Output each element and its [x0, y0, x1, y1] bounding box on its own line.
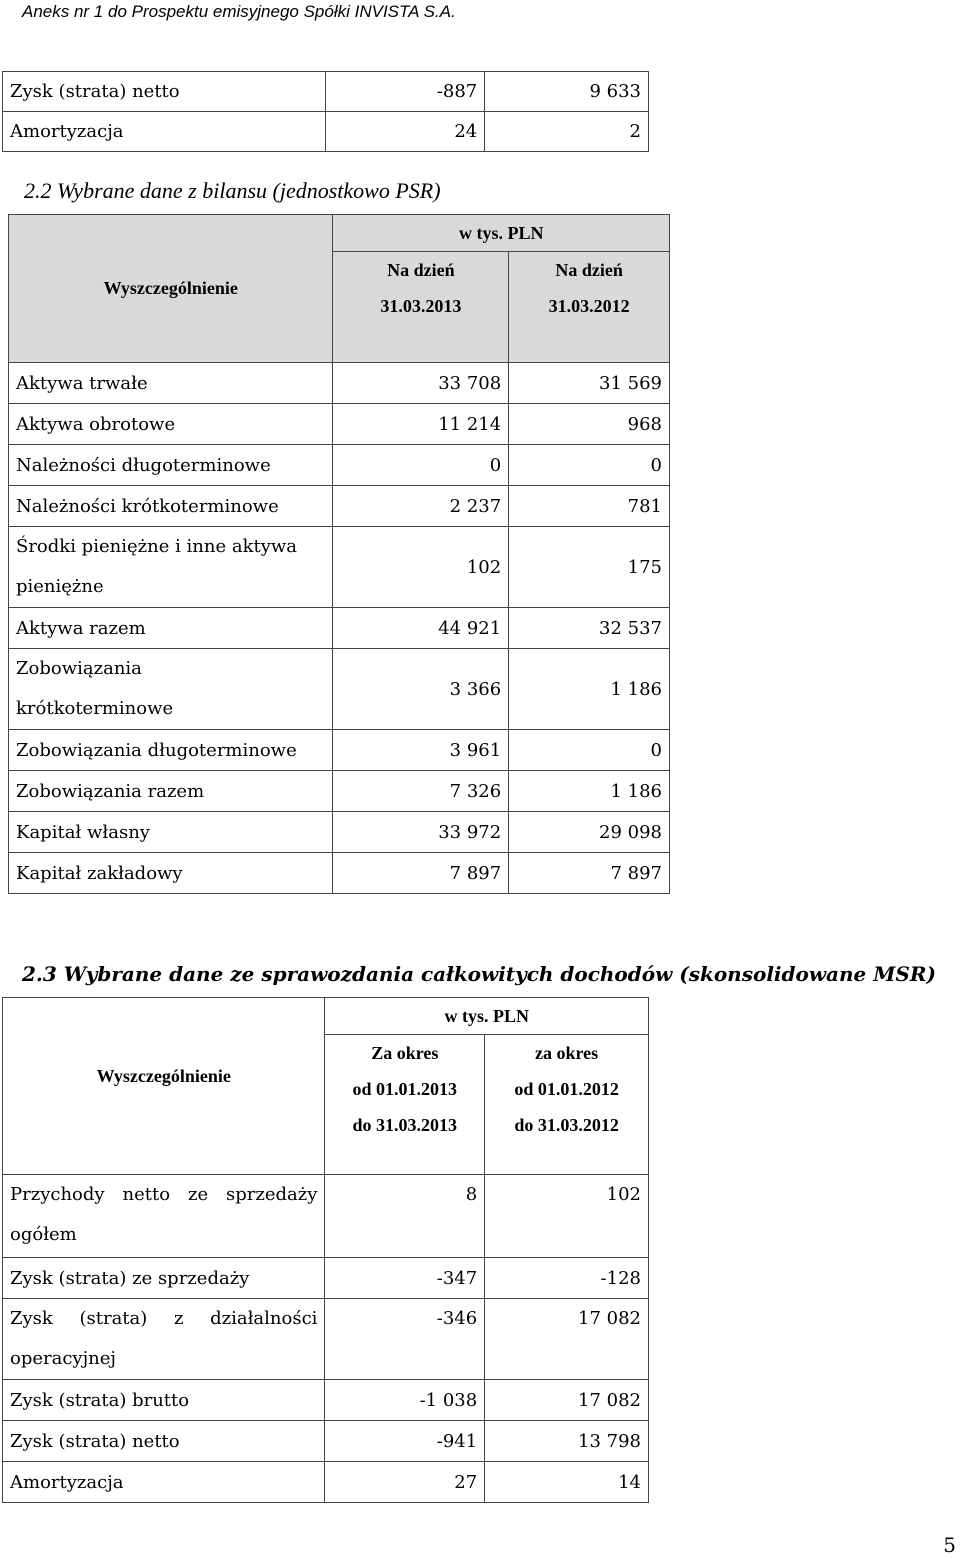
table-row [3, 112, 649, 152]
table-row [9, 445, 670, 486]
header-line: 31.03.2012 [548, 296, 630, 316]
row-label-line: Środki pieniężne i inne aktywa [16, 536, 298, 557]
header-line: do 31.03.2013 [352, 1115, 458, 1135]
table-row [9, 486, 670, 527]
row-label: Należności krótkoterminowe [9, 486, 333, 527]
row-value-2012: 175 [509, 527, 670, 608]
row-value-2012: 1 186 [509, 771, 670, 812]
balance-sheet-table [8, 214, 670, 894]
row-label-line: ogółem [10, 1224, 77, 1245]
column-header-description: Wyszczególnienie [3, 998, 325, 1175]
row-label-line: Zobowiązania [16, 658, 142, 679]
row-label [3, 1299, 325, 1380]
row-label: Zysk (strata) brutto [3, 1380, 325, 1421]
row-value-2012: 29 098 [509, 812, 670, 853]
row-value-2012: 14 [485, 1462, 649, 1503]
row-value-2013: 3 961 [333, 730, 509, 771]
row-value-2012: -128 [485, 1258, 649, 1299]
column-header-description: Wyszczególnienie [9, 215, 333, 363]
row-value-2012: 102 [485, 1175, 649, 1258]
unit-header: w tys. PLN [333, 215, 670, 252]
column-header-date-2013 [333, 252, 509, 363]
row-label: Amortyzacja [3, 112, 326, 152]
column-header-date-2012 [509, 252, 670, 363]
table-row [3, 1258, 649, 1299]
row-label-line: operacyjnej [10, 1348, 117, 1369]
header-line: do 31.03.2012 [514, 1115, 619, 1135]
table-row [9, 404, 670, 445]
row-value-2013: 7 326 [333, 771, 509, 812]
row-value-2013: 102 [333, 527, 509, 608]
row-label: Kapitał własny [9, 812, 333, 853]
table-row [3, 1462, 649, 1503]
row-value-2013: 2 237 [333, 486, 509, 527]
row-value-2013: 33 972 [333, 812, 509, 853]
row-label: Aktywa razem [9, 608, 333, 649]
row-label [9, 649, 333, 730]
row-label: Należności długoterminowe [9, 445, 333, 486]
row-value-2013: -346 [325, 1299, 485, 1380]
row-label: Kapitał zakładowy [9, 853, 333, 894]
row-value-2013: 0 [333, 445, 509, 486]
table-row [9, 853, 670, 894]
row-value-2013: 7 897 [333, 853, 509, 894]
row-label-line: pieniężne [16, 576, 104, 597]
section-title-text: 2.3 Wybrane dane ze sprawozdania całkowitych dochodów (skonsolidowane MSR) [22, 962, 936, 986]
row-value-2012: 0 [509, 730, 670, 771]
document-header: Aneks nr 1 do Prospektu emisyjnego Spółki INVISTA S.A. [22, 2, 456, 21]
table-row [3, 1299, 649, 1380]
row-value-2012: 17 082 [485, 1299, 649, 1380]
header-line: Na dzień [387, 260, 455, 280]
table-row [9, 649, 670, 730]
row-value-2013: -347 [325, 1258, 485, 1299]
row-value-2013: 44 921 [333, 608, 509, 649]
income-statement-table [2, 997, 649, 1503]
row-value-2013: 3 366 [333, 649, 509, 730]
table-row [3, 1421, 649, 1462]
row-label-line: Zysk (strata) z działalności [10, 1308, 318, 1329]
table-row [9, 608, 670, 649]
row-value-2012: 7 897 [509, 853, 670, 894]
table-row [9, 730, 670, 771]
table-row [9, 812, 670, 853]
row-value-2013: -1 038 [325, 1380, 485, 1421]
unit-header: w tys. PLN [325, 998, 649, 1035]
row-value-2012: 13 798 [485, 1421, 649, 1462]
cashflow-table-continuation [2, 71, 649, 152]
section-title-2-3 [22, 962, 936, 986]
row-value-2013: 8 [325, 1175, 485, 1258]
table-row [9, 363, 670, 404]
row-value-2012: 32 537 [509, 608, 670, 649]
row-label-line: krótkoterminowe [16, 698, 174, 719]
row-label: Zysk (strata) netto [3, 72, 326, 112]
header-line: Na dzień [555, 260, 623, 280]
row-value-2013: -887 [325, 72, 485, 112]
row-value-2012: 31 569 [509, 363, 670, 404]
row-label: Aktywa obrotowe [9, 404, 333, 445]
table-row [9, 771, 670, 812]
header-line: za okres [535, 1043, 599, 1063]
section-title-2-2: 2.2 Wybrane dane z bilansu (jednostkowo PSR) [24, 178, 441, 203]
row-value-2012: 781 [509, 486, 670, 527]
page-number: 5 [943, 1533, 956, 1557]
row-value-2012: 1 186 [509, 649, 670, 730]
row-label: Zobowiązania razem [9, 771, 333, 812]
row-value-2013: 24 [325, 112, 485, 152]
row-value-2013: 33 708 [333, 363, 509, 404]
table-row [9, 527, 670, 608]
row-label: Zysk (strata) ze sprzedaży [3, 1258, 325, 1299]
row-label: Zysk (strata) netto [3, 1421, 325, 1462]
row-value-2012: 968 [509, 404, 670, 445]
row-value-2012: 17 082 [485, 1380, 649, 1421]
table-row [3, 1380, 649, 1421]
row-label-line: Przychody netto ze sprzedaży [10, 1184, 318, 1205]
row-value-2013: -941 [325, 1421, 485, 1462]
row-value-2012: 9 633 [485, 72, 649, 112]
table-row [3, 1175, 649, 1258]
row-value-2013: 11 214 [333, 404, 509, 445]
row-label: Zobowiązania długoterminowe [9, 730, 333, 771]
row-value-2012: 2 [485, 112, 649, 152]
column-header-period-2012 [485, 1035, 649, 1175]
row-label: Aktywa trwałe [9, 363, 333, 404]
table-row [3, 72, 649, 112]
column-header-period-2013 [325, 1035, 485, 1175]
row-label [9, 527, 333, 608]
header-line: 31.03.2013 [380, 296, 462, 316]
row-label [3, 1175, 325, 1258]
header-line: od 01.01.2012 [514, 1079, 619, 1099]
header-line: od 01.01.2013 [352, 1079, 458, 1099]
row-value-2013: 27 [325, 1462, 485, 1503]
header-line: Za okres [371, 1043, 439, 1063]
row-value-2012: 0 [509, 445, 670, 486]
row-label: Amortyzacja [3, 1462, 325, 1503]
